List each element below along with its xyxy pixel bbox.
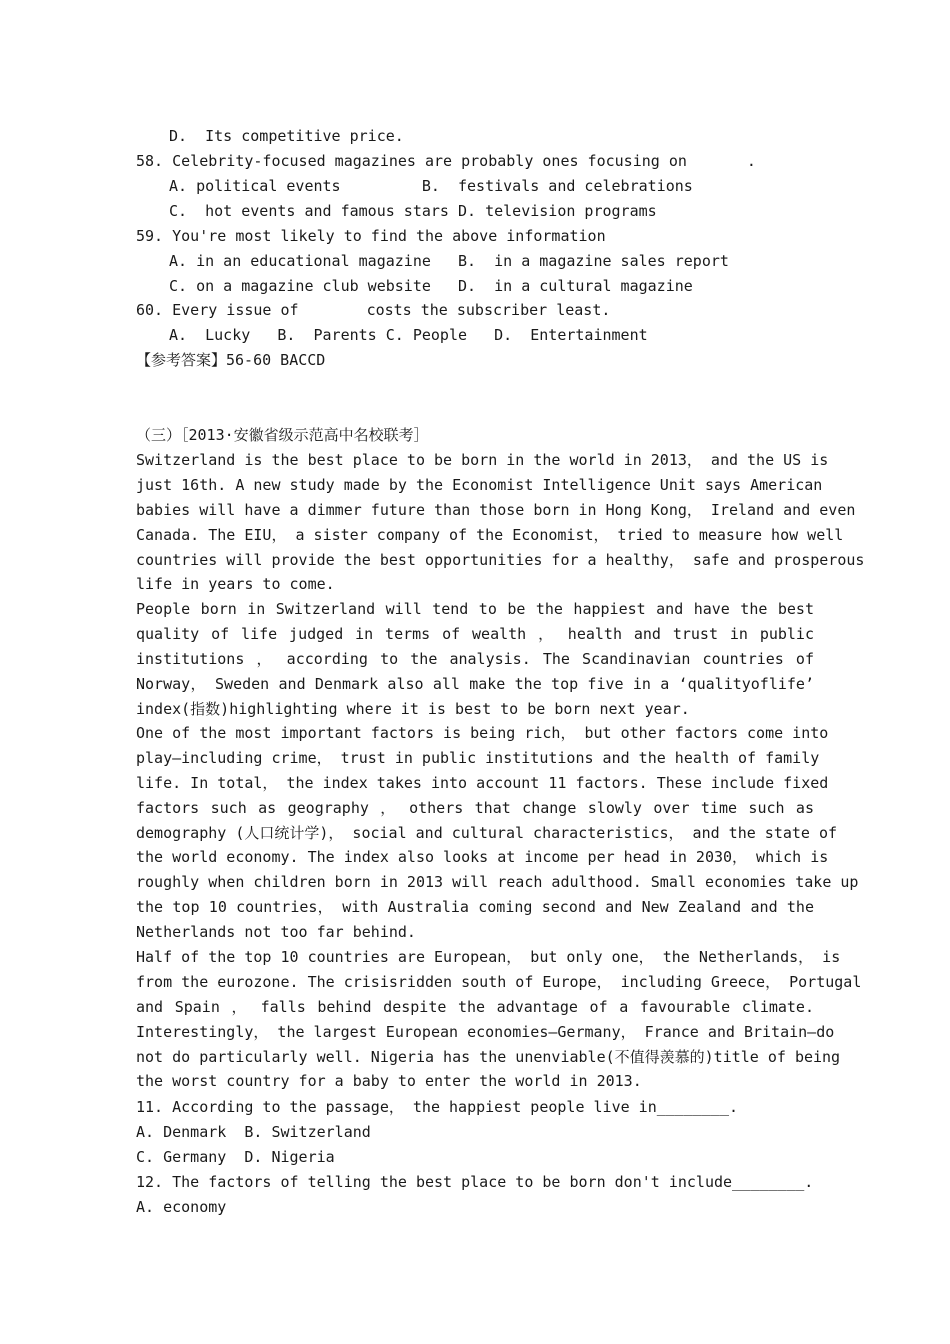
passage-line: not do particularly well. Nigeria has the unenviable(不值得羡慕的)title of being <box>136 1047 841 1066</box>
q60-stem <box>136 300 610 320</box>
passage-paragraph-2 <box>136 597 814 721</box>
passage-line: the top 10 countries， with Australia coming second and New Zealand and the <box>136 898 814 917</box>
passage-line: and Spain ， falls behind despite the advantage of a favourable climate. <box>136 997 814 1016</box>
passage-line: Interestingly， the largest European economies—Germany， France and Britain—do <box>136 1022 835 1041</box>
passage-line: One of the most important factors is being rich， but other factors come into <box>136 724 829 742</box>
answer-key: 【参考答案】56-60 BACCD <box>136 351 326 369</box>
passage-line: factors such as geography ， others that change slowly over time such as <box>136 798 814 817</box>
q12-stem: 12. The factors of telling the best place to be born don't include________. <box>136 1173 814 1191</box>
passage-line: demography (人口统计学)， social and cultural characteristics， and the state of <box>136 823 838 842</box>
q11-options-cd: C. Germany D. Nigeria <box>136 1148 335 1166</box>
passage-line: quality of life judged in terms of wealth ， health and trust in public <box>136 624 814 643</box>
passage-line: Switzerland is the best place to be born in the world in 2013， and the US is <box>136 451 829 469</box>
passage-line: the world economy. The index also looks at income per head in 2030， which is <box>136 848 829 867</box>
q58-options-cd: C. hot events and famous stars D. television programs <box>169 202 657 220</box>
passage-paragraph-4 <box>136 945 862 1094</box>
q58-stem <box>136 151 756 171</box>
passage-line: just 16th. A new study made by the Economist Intelligence Unit says American <box>136 475 823 494</box>
passage-line: from the eurozone. The crisisridden south of Europe， including Greece， Portugal <box>136 972 862 991</box>
q11-stem: 11. According to the passage， the happiest people live in________. <box>136 1098 738 1116</box>
passage-line: babies will have a dimmer future than those born in Hong Kong， Ireland and even <box>136 500 856 519</box>
passage-line: Norway， Sweden and Denmark also all make the top five in a ‘qualityoflife’ <box>136 674 814 693</box>
q60-options: A. Lucky B. Parents C. People D. Entertainment <box>169 326 648 344</box>
q58-options-ab: A. political events B. festivals and celebrations <box>169 177 693 195</box>
passage-line: index(指数)highlighting where it is best to be born next year. <box>136 699 690 718</box>
q59-options-ab: A. in an educational magazine B. in a magazine sales report <box>169 252 729 270</box>
q11-options-ab: A. Denmark B. Switzerland <box>136 1123 371 1141</box>
passage-paragraph-3 <box>136 721 859 945</box>
q12-option-a: A. economy <box>136 1198 227 1216</box>
passage-line: Netherlands not too far behind. <box>136 923 416 942</box>
passage-line: People born in Switzerland will tend to be the happiest and have the best <box>136 600 814 618</box>
passage-line: life in years to come. <box>136 575 335 594</box>
passage-line: Half of the top 10 countries are European， but only one， the Netherlands， is <box>136 948 841 966</box>
passage-line: Canada. The EIU， a sister company of the Economist， tried to measure how well <box>136 525 844 544</box>
q58-stem-text: 58. Celebrity-focused magazines are probably ones focusing on <box>136 152 687 170</box>
q60-stem-text: 60. Every issue of <box>136 301 299 319</box>
q58-stem-end: . <box>746 152 756 170</box>
passage-line: roughly when children born in 2013 will reach adulthood. Small economies take up <box>136 873 859 892</box>
passage-line: play—including crime， trust in public institutions and the health of family <box>136 748 820 767</box>
q60-stem-end: costs the subscriber least. <box>366 301 611 319</box>
q59-options-cd: C. on a magazine club website D. in a cultural magazine <box>169 277 693 295</box>
passage-paragraph-1 <box>136 448 865 597</box>
passage-line: life. In total， the index takes into account 11 factors. These include fixed <box>136 773 829 792</box>
passage-line: countries will provide the best opportunities for a healthy， safe and prosperous <box>136 550 865 569</box>
passage-line: institutions ， according to the analysis. The Scandinavian countries of <box>136 649 814 668</box>
q59-stem: 59. You're most likely to find the above information <box>136 227 606 245</box>
section-heading: （三）［2013·安徽省级示范高中名校联考］ <box>136 426 429 444</box>
passage-line: the worst country for a baby to enter the world in 2013. <box>136 1072 642 1091</box>
q57-option-d: D. Its competitive price. <box>169 127 404 145</box>
